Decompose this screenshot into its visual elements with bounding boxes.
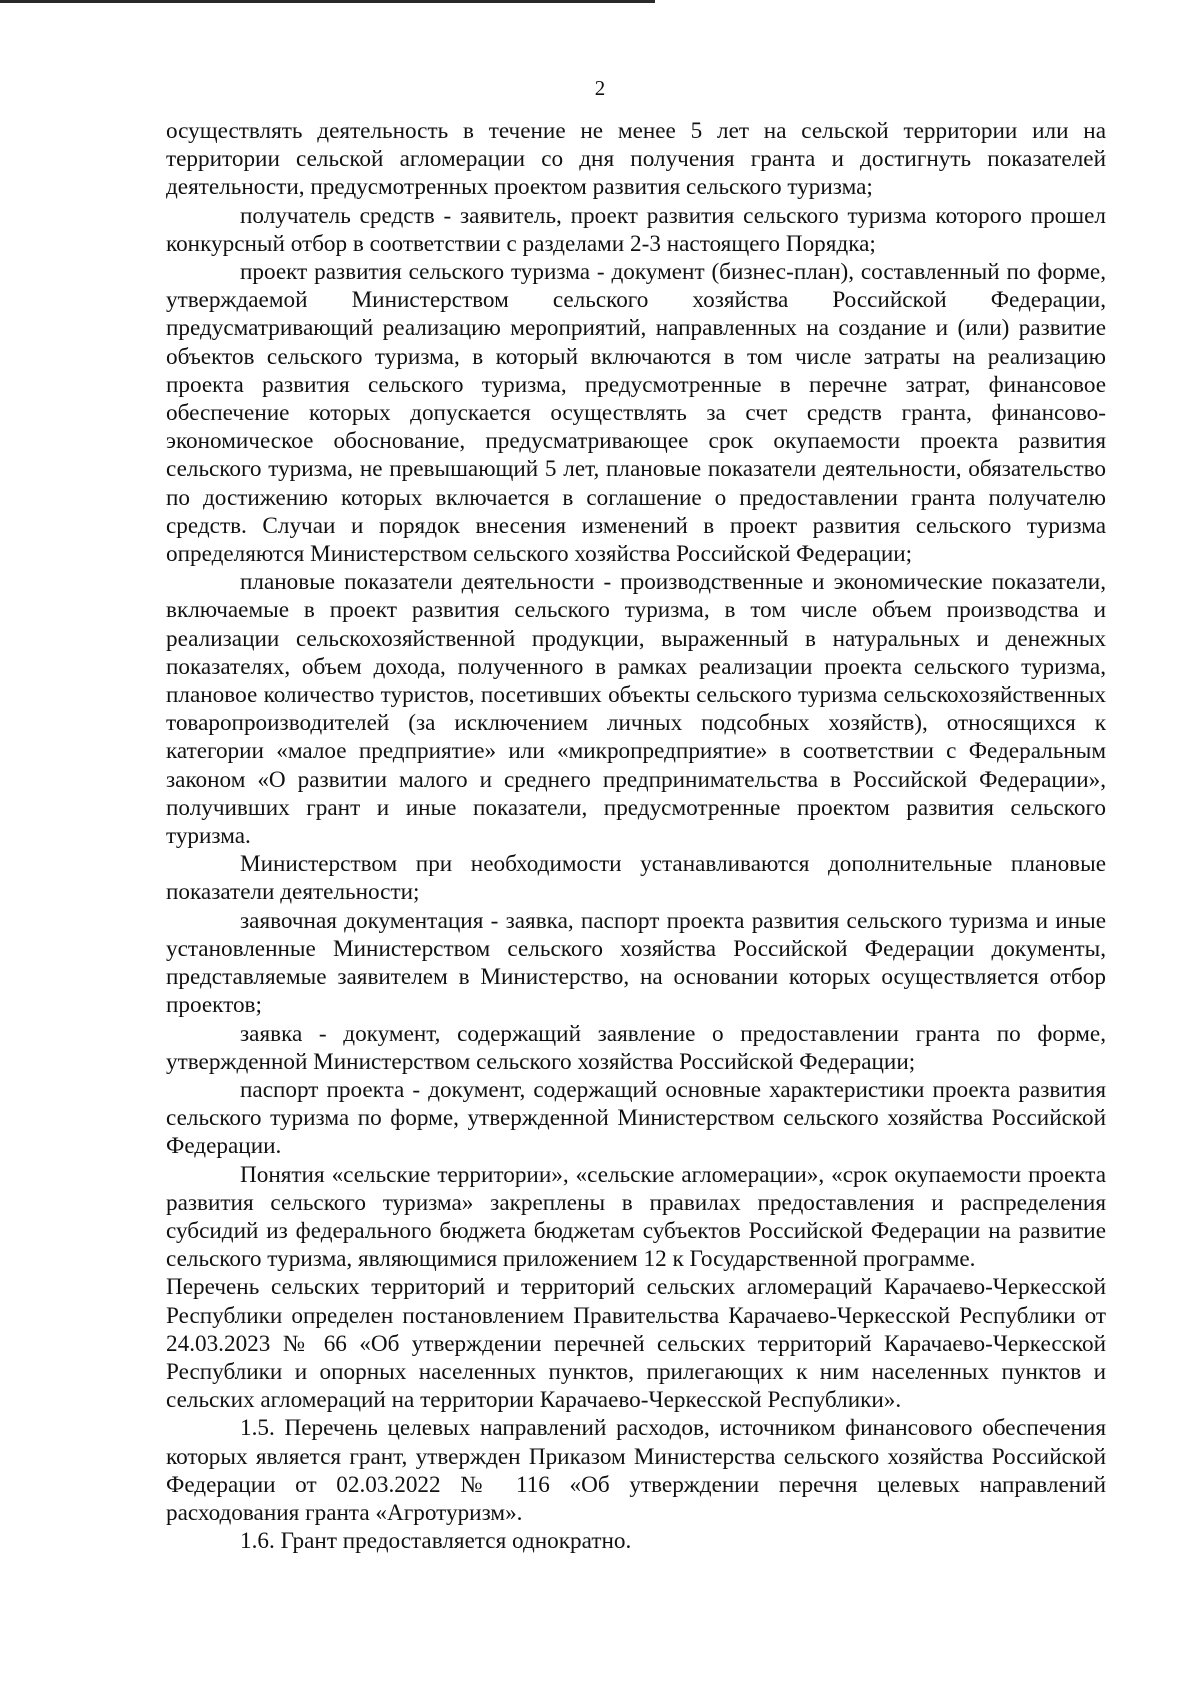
paragraph-concepts: Понятия «сельские территории», «сельские агломерации», «срок окупаемости проекта развития сельского туризма» закреплены в правилах предоставления и распределения субсидий из федерального бюджета бюджетам субъектов Российской Федерации на развитие сельского туризма, являющимися приложением 12 к Государственной программе. bbox=[166, 1161, 1106, 1273]
paragraph-section-1-6: 1.6. Грант предоставляется однократно. bbox=[240, 1528, 632, 1555]
paragraph-project-passport: паспорт проекта - документ, содержащий основные характеристики проекта развития сельского туризма по форме, утвержденной Министерством сельского хозяйства Российской Федерации. bbox=[166, 1076, 1106, 1160]
document-body bbox=[166, 117, 1106, 1555]
paragraph-application-definition: заявка - документ, содержащий заявление о предоставлении гранта по форме, утвержденной Министерством сельского хозяйства Российской Федерации; bbox=[166, 1020, 1106, 1075]
paragraph-continuation: осуществлять деятельность в течение не менее 5 лет на сельской территории или на территории сельской агломерации со дня получения гранта и достигнуть показателей деятельности, предусмотренных проектом развития сельского туризма; bbox=[166, 118, 1106, 201]
paragraph-recipient-definition: получатель средств - заявитель, проект развития сельского туризма которого прошел конкурсный отбор в соответствии с разделами 2-3 настоящего Порядка; bbox=[166, 202, 1106, 257]
paragraph-project-definition: проект развития сельского туризма - документ (бизнес-план), составленный по форме, утверждаемой Министерством сельского хозяйства Российской Федерации, предусматривающий реализацию мероприятий, направленных на создание и (или) развитие объектов сельского туризма, в который включаются в том числе затраты на реализацию проекта развития сельского туризма, предусмотренные в перечне затрат, финансовое обеспечение которых допускается осуществлять за счет средств гранта, финансово-экономическое обоснование, предусматривающее срок окупаемости проекта развития сельского туризма, не превышающий 5 лет, плановые показатели деятельности, обязательство по достижению которых включается в соглашение о предоставлении гранта получателю средств. Случаи и порядок внесения изменений в проект развития сельского туризма определяются Министерством сельского хозяйства Российской Федерации; bbox=[166, 259, 1106, 568]
paragraph-application-documentation: заявочная документация - заявка, паспорт проекта развития сельского туризма и иные установленные Министерством сельского хозяйства Российской Федерации документы, представляемые заявителем в Министерство, на основании которых осуществляется отбор проектов; bbox=[166, 907, 1106, 1019]
paragraph-planned-indicators-definition: плановые показатели деятельности - производственные и экономические показатели, включаемые в проект развития сельского туризма, в том числе объем производства и реализации сельскохозяйственной продукции, выраженный в натуральных и денежных показателях, объем дохода, полученного в рамках реализации проекта сельского туризма, плановое количество туристов, посетивших объекты сельского туризма сельскохозяйственных товаропроизводителей (за исключением личных подсобных хозяйств), относящихся к категории «малое предприятие» или «микропредприятие» в соответствии с Федеральным законом «О развитии малого и среднего предпринимательства в Российской Федерации», получивших грант и иные показатели, предусмотренные проектом развития сельского туризма. bbox=[166, 569, 1106, 850]
page-number: 2 bbox=[594, 76, 606, 100]
scan-edge-line bbox=[0, 0, 655, 3]
paragraph-section-1-5: 1.5. Перечень целевых направлений расходов, источником финансового обеспечения которых является грант, утвержден Приказом Министерства сельского хозяйства Российской Федерации от 02.03.2022 № 116 «Об утверждении перечня целевых направлений расходования гранта «Агротуризм». bbox=[166, 1415, 1106, 1526]
paragraph-territories-list: Перечень сельских территорий и территорий сельских агломераций Карачаево-Черкесской Республики определен постановлением Правительства Карачаево-Черкесской Республики от 24.03.2023 № 66 «Об утверждении перечней сельских территорий Карачаево-Черкесской Республики и опорных населенных пунктов, прилегающих к ним населенных пунктов и сельских агломераций на территории Карачаево-Черкесской Республики». bbox=[166, 1274, 1106, 1414]
paragraph-additional-indicators: Министерством при необходимости устанавливаются дополнительные плановые показатели деятельности; bbox=[166, 851, 1106, 906]
